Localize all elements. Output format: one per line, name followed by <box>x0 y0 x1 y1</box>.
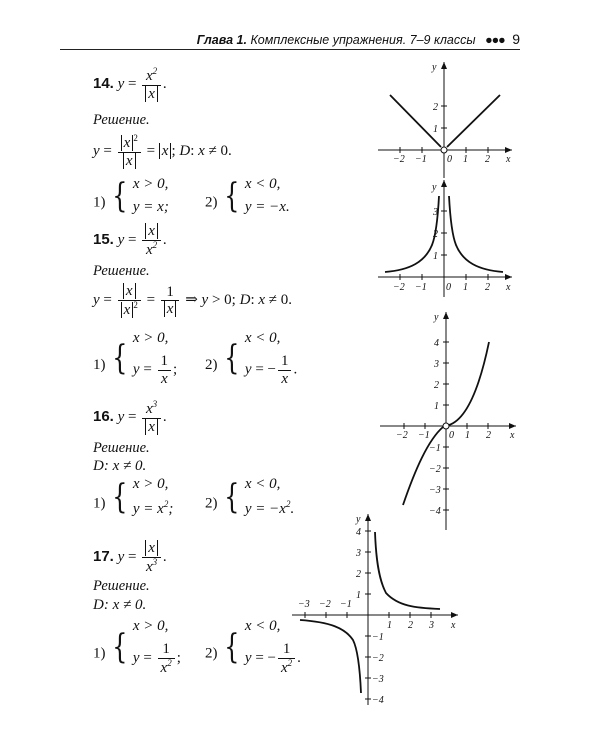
problem-16-case-1: 1) { x > 0, $y = x^2$; <box>93 476 174 517</box>
problem-15-solution-label: Решение. <box>93 263 150 279</box>
svg-text:0: 0 <box>447 154 452 165</box>
graph-14-right-branch <box>447 95 500 147</box>
svg-text:−2: −2 <box>429 464 441 475</box>
svg-text:1: 1 <box>433 251 438 262</box>
problem-14-equation: y = $\frac{x ^2}{x}$ = x ; D: x ≠ 0. <box>93 133 232 169</box>
svg-text:2: 2 <box>433 229 438 240</box>
svg-text:−1: −1 <box>372 632 384 643</box>
problem-14-case-1: 1) { x > 0, y = x; <box>93 175 169 216</box>
problem-17-case-2: 2) { x < 0, y = − $\frac{1}{x^2}$ . <box>205 618 301 676</box>
problem-15-title: 15. y = $\frac{x}{x^2}$ . <box>93 223 167 258</box>
chapter-label: Глава 1. <box>196 33 247 47</box>
svg-text:y: y <box>434 312 439 323</box>
svg-text:3: 3 <box>356 548 361 559</box>
svg-text:x: x <box>506 282 511 293</box>
svg-text:2: 2 <box>408 620 413 631</box>
chapter-title: Комплексные упражнения. 7–9 классы <box>250 33 476 47</box>
svg-text:y: y <box>356 514 361 525</box>
svg-text:2: 2 <box>486 430 491 441</box>
svg-text:1: 1 <box>463 154 468 165</box>
problem-17-title: 17. y = $\frac{x}{x^3}$ . <box>93 540 167 575</box>
svg-text:3: 3 <box>433 207 438 218</box>
graph-16 <box>380 312 516 530</box>
svg-text:0: 0 <box>446 282 451 293</box>
svg-text:4: 4 <box>434 338 439 349</box>
svg-text:2: 2 <box>433 102 438 113</box>
svg-text:1: 1 <box>463 282 468 293</box>
graph-17-right-branch <box>375 532 440 609</box>
problem-15-case-1: 1) { x > 0, y = $\frac{1}{x}$ ; <box>93 330 178 387</box>
svg-text:−1: −1 <box>415 282 427 293</box>
svg-text:−1: −1 <box>415 154 427 165</box>
svg-text:3: 3 <box>429 620 434 631</box>
svg-text:−2: −2 <box>396 430 408 441</box>
problem-17-solution-label: Решение. <box>93 578 150 594</box>
problem-14-solution-label: Решение. <box>93 112 150 128</box>
svg-text:2: 2 <box>485 282 490 293</box>
graph-15-right-branch <box>449 196 503 272</box>
svg-text:1: 1 <box>433 124 438 135</box>
svg-text:−1: −1 <box>429 443 441 454</box>
graph-15 <box>378 180 512 297</box>
graph-16-right-branch <box>449 342 489 425</box>
problem-15-equation: y = $\frac{x}{x ^2}$ = $\frac{1}{x}$ ⇒ y > 0; D: x ≠ 0. <box>93 283 293 318</box>
svg-text:−3: −3 <box>372 674 384 685</box>
problem-16-domain: D: x ≠ 0. <box>93 458 147 474</box>
svg-text:2: 2 <box>485 154 490 165</box>
svg-text:x: x <box>510 430 515 441</box>
svg-text:x: x <box>451 620 456 631</box>
svg-text:−2: −2 <box>319 599 331 610</box>
header-dots-icon: ●●● <box>485 33 505 47</box>
graph-14-y-label: y <box>432 62 437 73</box>
page-number: 9 <box>512 31 520 47</box>
svg-text:−2: −2 <box>393 154 405 165</box>
svg-text:1: 1 <box>356 590 361 601</box>
problem-16-title: 16. y = $\frac{x^3}{x}$ . <box>93 399 167 435</box>
svg-text:y: y <box>432 182 437 193</box>
svg-text:−2: −2 <box>393 282 405 293</box>
problem-14-case-2: 2) { x < 0, y = −x. <box>205 175 290 216</box>
svg-text:1: 1 <box>465 430 470 441</box>
graph-15-left-branch <box>385 196 439 272</box>
svg-text:4: 4 <box>356 527 361 538</box>
problem-15-case-2: 2) { x < 0, y = − $\frac{1}{x}$ . <box>205 330 298 387</box>
problem-14-title: 14. y = $\frac{x^2}{x}$ . <box>93 66 167 102</box>
svg-text:−2: −2 <box>372 653 384 664</box>
svg-text:3: 3 <box>434 359 439 370</box>
graph-16-hole <box>443 423 449 429</box>
svg-text:−4: −4 <box>429 506 441 517</box>
svg-text:1: 1 <box>387 620 392 631</box>
svg-text:−4: −4 <box>372 695 384 706</box>
graph-17 <box>292 514 458 706</box>
svg-text:2: 2 <box>434 380 439 391</box>
problem-17-domain: D: x ≠ 0. <box>93 597 147 613</box>
problem-17-case-1: 1) { x > 0, y = $\frac{1}{x^2}$ ; <box>93 618 181 676</box>
svg-text:0: 0 <box>449 430 454 441</box>
graph-14-x-label: x <box>506 154 511 165</box>
svg-text:−3: −3 <box>429 485 441 496</box>
problem-16-solution-label: Решение. <box>93 440 150 456</box>
svg-text:1: 1 <box>434 401 439 412</box>
svg-text:−1: −1 <box>340 599 352 610</box>
graph-14 <box>378 62 512 178</box>
graph-17-left-branch <box>300 620 361 693</box>
problem-16-case-2: 2) { x < 0, $y = -x^2$. <box>205 476 295 517</box>
graph-14-hole <box>441 147 447 153</box>
svg-text:2: 2 <box>356 569 361 580</box>
svg-text:−1: −1 <box>418 430 430 441</box>
svg-text:−3: −3 <box>298 599 310 610</box>
